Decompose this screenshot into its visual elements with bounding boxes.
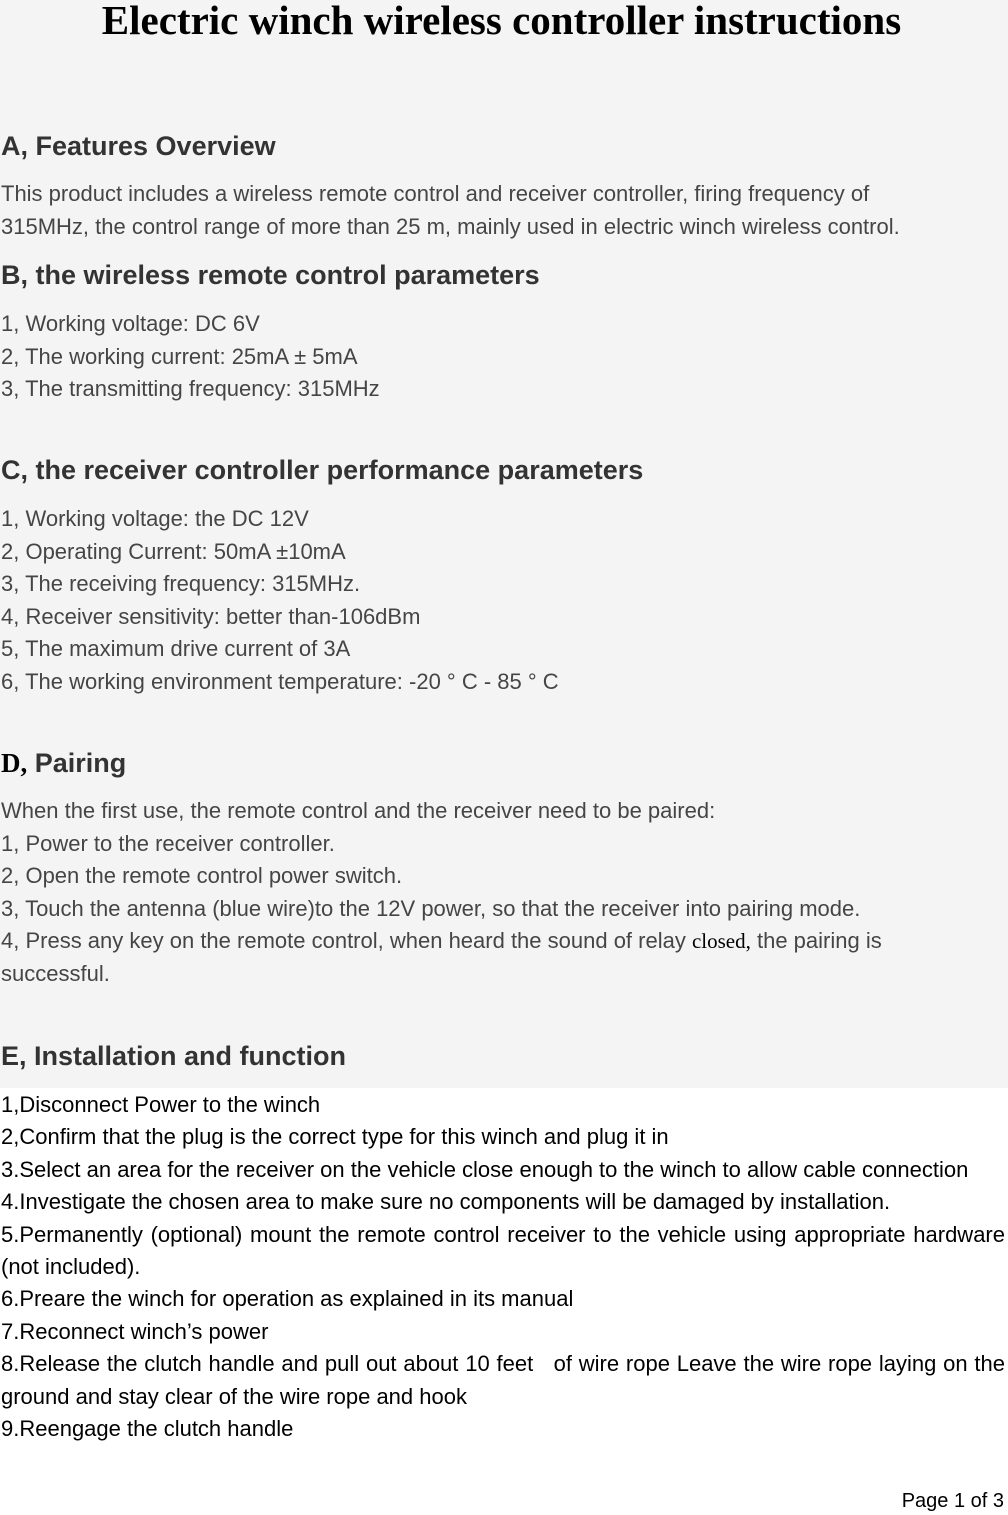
- installation-step: 9.Reengage the clutch handle: [1, 1416, 294, 1442]
- list-item: 3, The receiving frequency: 315MHz.: [1, 571, 361, 596]
- installation-step: 7.Reconnect winch’s power: [1, 1318, 269, 1344]
- list-item: 2, Operating Current: 50mA ±10mA: [1, 538, 346, 564]
- list-item: 3, The transmitting frequency: 315MHz: [1, 376, 380, 401]
- installation-step: 6.Preare the winch for operation as explained in its manual: [1, 1286, 574, 1312]
- section-d-body: [1, 795, 1008, 990]
- section-b-list: [1, 308, 1008, 406]
- section-d-heading: [1, 748, 126, 778]
- list-item: 4, Receiver sensitivity: better than-106dBm: [1, 603, 421, 629]
- installation-step: 3.Select an area for the receiver on the vehicle close enough to the winch to allow cable connection: [1, 1156, 969, 1182]
- page-number: Page 1 of 3: [901, 1490, 1004, 1512]
- list-item: 2, The working current: 25mA ± 5mA: [1, 343, 358, 369]
- list-item: 2, Open the remote control power switch.: [1, 863, 403, 888]
- section-c-list: [1, 503, 1008, 698]
- list-item: 1, Working voltage: the DC 12V: [1, 506, 309, 531]
- item4-serif-word: closed,: [691, 929, 751, 953]
- installation-step: 1,Disconnect Power to the winch: [1, 1092, 321, 1117]
- section-a-line: This product includes a wireless remote control and receiver controller, firing frequency of: [1, 181, 870, 206]
- installation-step: 4.Investigate the chosen area to make sure no components will be damaged by installation.: [1, 1189, 891, 1215]
- section-c-heading: C, the receiver controller performance parameters: [1, 455, 644, 485]
- list-item: 1, Working voltage: DC 6V: [1, 311, 260, 336]
- list-item: [1, 925, 1008, 958]
- list-item: 5, The maximum drive current of 3A: [1, 636, 351, 661]
- document-title: Electric winch wireless controller instructions: [101, 0, 902, 43]
- section-a-line: 315MHz, the control range of more than 25 m, mainly used in electric winch wireless control.: [1, 213, 900, 239]
- list-item-continuation: successful.: [1, 960, 110, 986]
- list-item: 6, The working environment temperature: -20 ° C - 85 ° C: [1, 668, 559, 694]
- installation-step: 2,Confirm that the plug is the correct type for this winch and plug it in: [1, 1124, 669, 1150]
- section-d-heading-text: Pairing: [27, 748, 127, 778]
- section-b-heading: B, the wireless remote control parameters: [1, 260, 540, 290]
- section-e-heading: E, Installation and function: [1, 1041, 347, 1071]
- installation-step: 5.Permanently (optional) mount the remote control receiver to the vehicle using appropriate hardware (not included).: [1, 1221, 1005, 1280]
- section-a-body: [1, 178, 1008, 243]
- section-d-intro: When the first use, the remote control and the receiver need to be paired:: [1, 798, 716, 823]
- section-d-heading-prefix: D,: [1, 748, 28, 778]
- section-a-heading: A, Features Overview: [1, 131, 276, 161]
- item4-text-after: the pairing is: [750, 928, 882, 953]
- list-item: 1, Power to the receiver controller.: [1, 830, 335, 856]
- installation-steps: [1, 1089, 1005, 1445]
- installation-step: 8.Release the clutch handle and pull out about 10 feet of wire rope Leave the wire rope laying on the ground and stay clear of the wire rope and hook: [1, 1351, 1005, 1409]
- item4-text-before: 4, Press any key on the remote control, when heard the sound of relay: [1, 928, 692, 953]
- list-item: 3, Touch the antenna (blue wire)to the 12V power, so that the receiver into pairing mode.: [1, 895, 861, 921]
